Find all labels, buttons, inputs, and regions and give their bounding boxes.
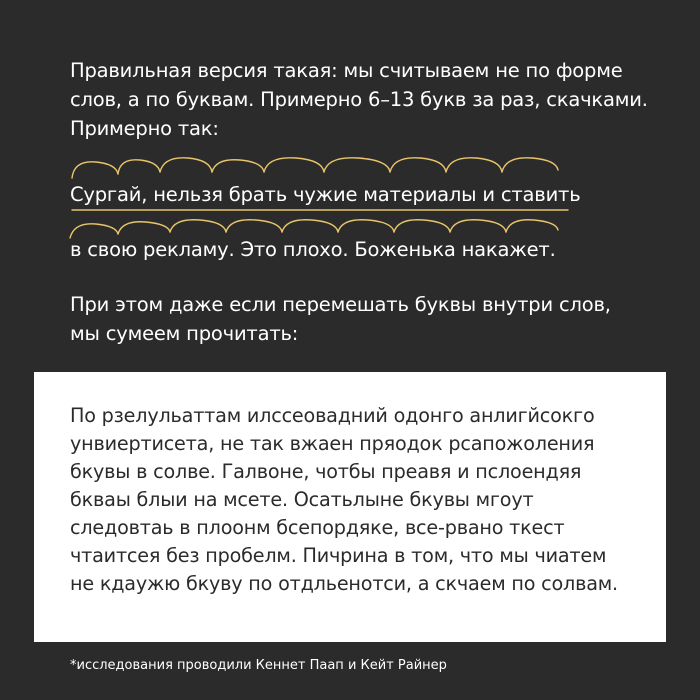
saccade-arc [118,160,160,174]
saccade-arc [160,158,212,172]
scrambled-line: По рзелульаттам илссеовадний одонго анлигйсокго [70,404,595,427]
saccade-arc [502,158,558,172]
intro-line: Примерно так: [70,117,219,140]
saccade-arc [70,224,118,238]
saccade-arc [390,158,446,172]
saccade-arc [506,220,558,232]
scrambled-line: следовтаь в плоонм бсепордяке, все-рвано ткест [70,516,565,539]
saccade-arc [170,220,226,232]
saccade-arc [212,160,264,172]
scrambled-line: не кдаужю бкуву по отдльенотси, а скчаем по солвам. [70,572,618,595]
scrambled-line: бкваы блыи на мсете. Осатьлыне бкувы мгоут [70,488,534,511]
scrambled-paragraph [70,402,650,598]
second-paragraph [70,290,670,348]
saccade-arc [226,220,282,232]
saccade-arc [264,158,324,172]
scrambled-line: чтаитсея без пробелм. Пичрина в том, что мы чиатем [70,544,607,567]
saccade-arc [282,220,338,232]
example-line-1: Сургай, нельзя брать чужие материалы и ставить [70,183,581,206]
intro-line: Правильная версия такая: мы считываем не по форме [70,59,623,82]
second-line: мы сумеем прочитать: [70,322,299,345]
intro-paragraph [70,56,670,143]
example-line-2: в свою рекламу. Это плохо. Боженька накажет. [70,238,556,261]
scrambled-line: унвиертисета, не так вжаен пряодок рсапожоления [70,432,595,455]
saccade-arc [394,220,450,232]
saccade-arc [450,220,506,232]
footnote: *исследования проводили Кеннет Паап и Кейт Райнер [70,658,447,673]
intro-line: слов, а по буквам. Примерно 6–13 букв за раз, скачками. [70,88,648,111]
saccade-arc [338,220,394,232]
saccade-arc [446,158,502,172]
scrambled-text-card [34,372,666,642]
saccade-arc [72,162,118,178]
scrambled-line: бкувы в солве. Галвоне, чотбы преавя и пслоендяя [70,460,582,483]
saccade-arc [118,222,170,234]
saccade-arc [324,158,390,172]
second-line: При этом даже если перемешать буквы внутри слов, [70,293,611,316]
